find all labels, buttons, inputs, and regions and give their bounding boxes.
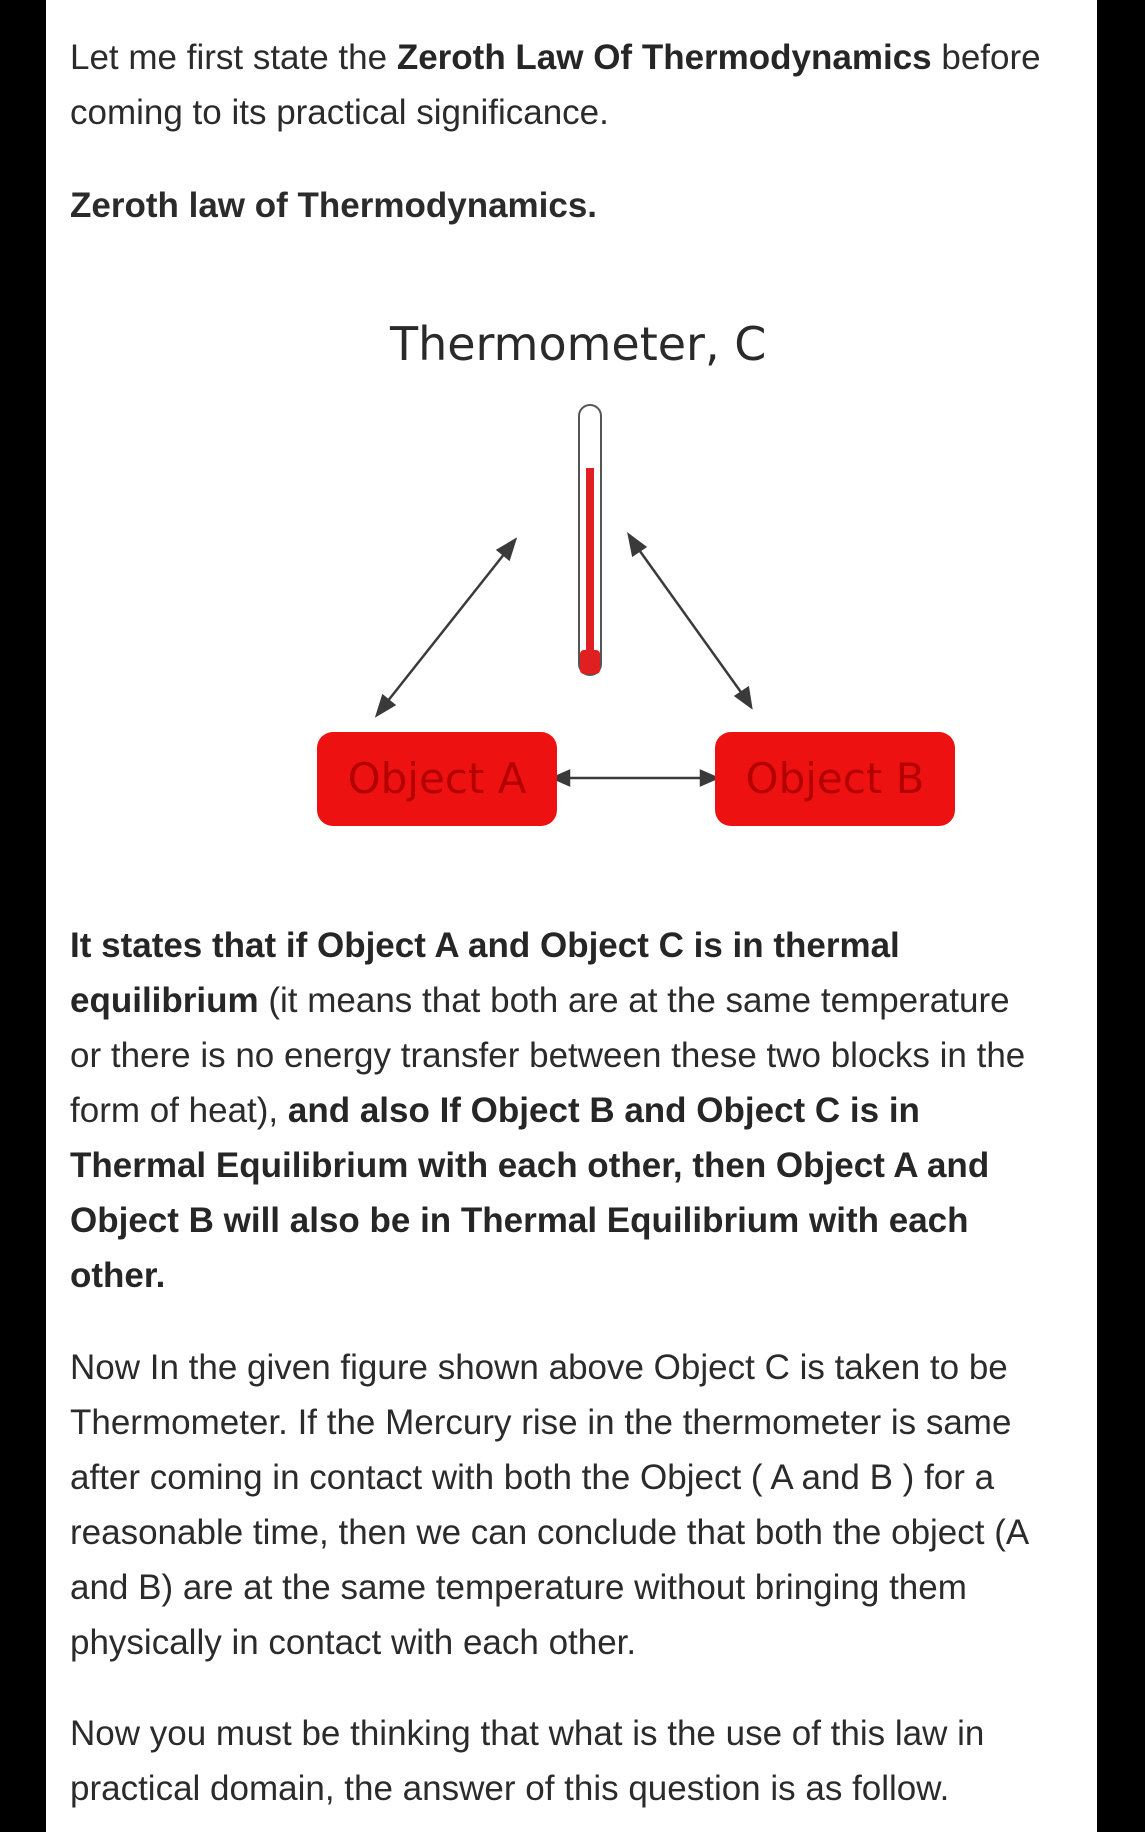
arrow-thermometer-to-b	[629, 535, 751, 707]
thermometer-title: Thermometer, C	[390, 317, 767, 371]
closing-paragraph: Now you must be thinking that what is the use of this law in practical domain, the answer of this question is as follow.	[70, 1714, 985, 1808]
statement-bold-2: and also If Object B and Object C is in Thermal Equilibrium with each other, then Object A and Object B will also be in Thermal Equilibrium with each other.	[70, 1091, 990, 1295]
statement-paragraph	[70, 918, 1050, 1303]
section-heading: Zeroth law of Thermodynamics.	[70, 186, 598, 225]
object-b-box	[715, 732, 955, 826]
intro-text-after: before coming to its practical significance.	[70, 38, 1041, 132]
object-b-label: Object B	[745, 754, 925, 803]
object-a-label: Object A	[347, 754, 527, 803]
object-a-box	[317, 732, 557, 826]
intro-bold-law: Zeroth Law Of Thermodynamics	[396, 38, 932, 77]
zeroth-law-diagram	[265, 300, 965, 860]
article-page	[46, 0, 1097, 1832]
statement-normal-1: (it means that both are at the same temperature or there is no energy transfer between these two blocks in the form of heat),	[70, 981, 1026, 1130]
intro-text-before: Let me first state the	[70, 38, 397, 77]
arrow-a-to-thermometer	[377, 540, 515, 715]
statement-bold-1: It states that if Object A and Object C is in thermal equilibrium	[70, 926, 900, 1020]
thermometer-icon	[579, 405, 601, 675]
explanation-paragraph: Now In the given figure shown above Object C is taken to be Thermometer. If the Mercury rise in the thermometer is same after coming in contact with both the Object ( A and B ) for a reasonable time, then we can conclude that both the object (A and B) are at the same temperature without bringing them physically in contact with each other.	[70, 1348, 1028, 1662]
intro-paragraph	[70, 30, 1070, 140]
arrow-a-to-b	[553, 771, 717, 785]
